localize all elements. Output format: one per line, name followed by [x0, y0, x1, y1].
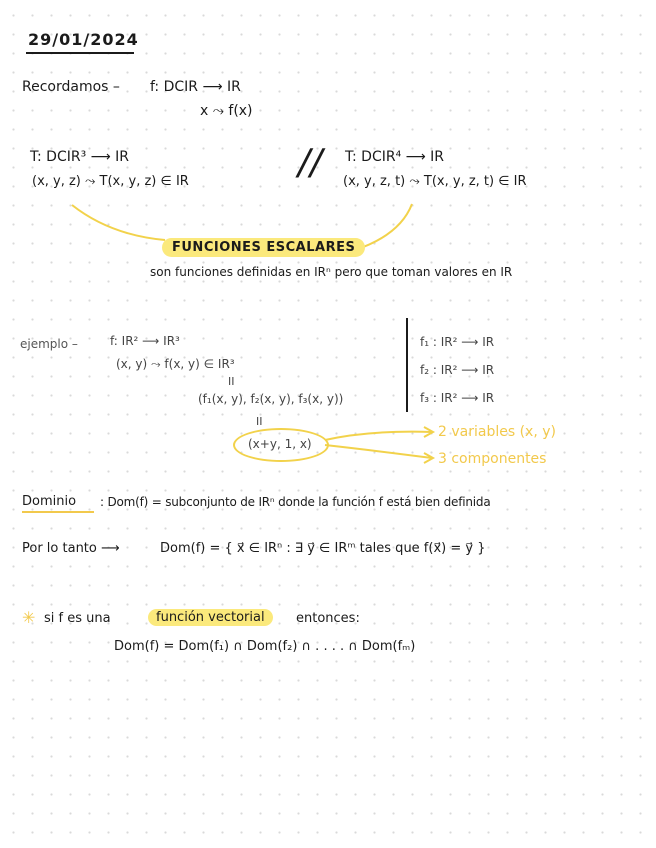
ejemplo-components: (f₁(x, y), f₂(x, y), f₃(x, y))	[198, 392, 344, 406]
dominio-definition: : Dom(f) = subconjunto de IRⁿ donde la función f está bien definida	[100, 495, 491, 509]
t4-function: T: DCIR⁴ ⟶ IR	[345, 149, 445, 165]
separator-slashes: //	[298, 142, 323, 183]
vectorial-before: si f es una	[44, 611, 111, 626]
page-date: 29/01/2024	[28, 30, 139, 49]
component-f1: f₁ : IR² ⟶ IR	[420, 335, 495, 349]
recordamos-label: Recordamos –	[22, 79, 120, 95]
funciones-escalares-title: FUNCIONES ESCALARES	[162, 238, 365, 257]
vectorial-after: entonces:	[296, 611, 360, 626]
components-divider	[406, 318, 408, 412]
note-variables: 2 variables (x, y)	[438, 424, 556, 440]
por-lo-tanto-label: Por lo tanto ⟶	[22, 541, 120, 556]
t3-mapping: (x, y, z) ⤳ T(x, y, z) ∈ IR	[32, 174, 189, 189]
vectorial-highlight: función vectorial	[148, 609, 273, 626]
dominio-label: Dominio	[22, 494, 77, 509]
component-f2: f₂ : IR² ⟶ IR	[420, 363, 495, 377]
ejemplo-result: (x+y, 1, x)	[248, 437, 312, 451]
vectorial-domain-formula: Dom(f) = Dom(f₁) ∩ Dom(f₂) ∩ . . . . ∩ Dom(fₘ)	[114, 639, 416, 654]
ejemplo-equals-2: II	[256, 415, 263, 428]
ejemplo-function: f: IR² ⟶ IR³	[110, 334, 180, 348]
t4-mapping: (x, y, z, t) ⤳ T(x, y, z, t) ∈ IR	[343, 174, 527, 189]
funciones-escalares-definition: son funciones definidas en IRⁿ pero que toman valores en IR	[150, 265, 513, 279]
asterisk-icon: ✳	[22, 608, 36, 627]
ejemplo-equals-1: II	[228, 375, 235, 388]
t3-function: T: DCIR³ ⟶ IR	[30, 149, 130, 165]
recordamos-mapping: x ⤳ f(x)	[200, 103, 253, 119]
note-components: 3 componentes	[438, 451, 547, 467]
component-f3: f₃ : IR² ⟶ IR	[420, 391, 495, 405]
dominio-underline	[22, 511, 94, 513]
ejemplo-mapping: (x, y) ⤳ f(x, y) ∈ IR³	[116, 357, 235, 371]
dominio-set-definition: Dom(f) = { x⃗ ∈ IRⁿ : ∃ y⃗ ∈ IRᵐ tales que f(x⃗) = y⃗ }	[160, 541, 486, 556]
recordamos-function: f: DCIR ⟶ IR	[150, 79, 241, 95]
ejemplo-label: ejemplo –	[20, 337, 78, 351]
